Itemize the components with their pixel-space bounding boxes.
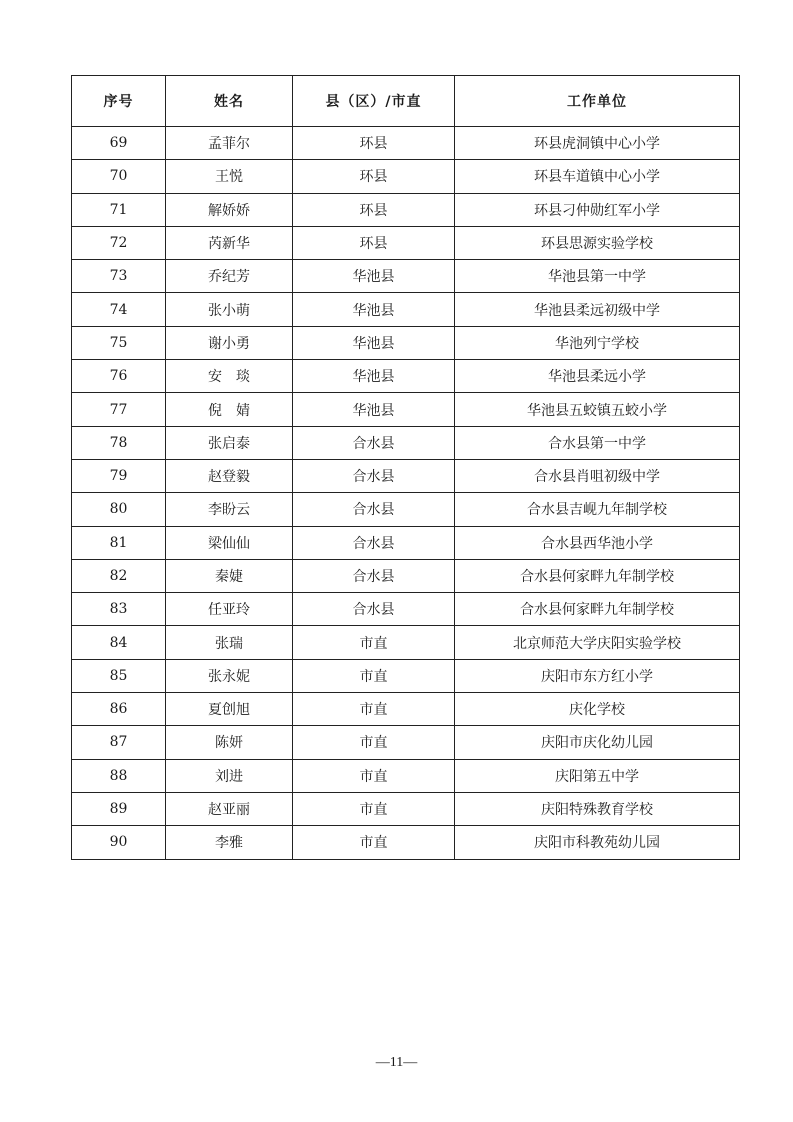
table-row: [72, 659, 740, 692]
table-row: [72, 293, 740, 326]
cell-work-unit: 华池县第一中学: [455, 260, 740, 293]
cell-work-unit: 合水县西华池小学: [455, 526, 740, 559]
cell-serial-number: 78: [72, 426, 166, 459]
cell-name: 梁仙仙: [166, 526, 293, 559]
cell-serial-number: 90: [72, 826, 166, 859]
table-row: [72, 826, 740, 859]
table-row: [72, 160, 740, 193]
header-name: 姓名: [166, 76, 293, 127]
cell-work-unit: 合水县何家畔九年制学校: [455, 559, 740, 592]
cell-work-unit: 庆阳市科教苑幼儿园: [455, 826, 740, 859]
cell-county: 市直: [293, 726, 455, 759]
cell-serial-number: 76: [72, 360, 166, 393]
cell-county: 华池县: [293, 393, 455, 426]
cell-county: 华池县: [293, 326, 455, 359]
cell-county: 华池县: [293, 293, 455, 326]
cell-county: 市直: [293, 693, 455, 726]
cell-serial-number: 81: [72, 526, 166, 559]
cell-county: 环县: [293, 193, 455, 226]
cell-name: 陈妍: [166, 726, 293, 759]
table-body: [72, 127, 740, 860]
cell-work-unit: 庆阳第五中学: [455, 759, 740, 792]
table-row: [72, 792, 740, 825]
cell-name: 芮新华: [166, 226, 293, 259]
cell-work-unit: 北京师范大学庆阳实验学校: [455, 626, 740, 659]
cell-county: 合水县: [293, 526, 455, 559]
cell-serial-number: 74: [72, 293, 166, 326]
cell-work-unit: 华池县五蛟镇五蛟小学: [455, 393, 740, 426]
cell-work-unit: 华池县柔远小学: [455, 360, 740, 393]
cell-name: 李雅: [166, 826, 293, 859]
cell-name: 赵登毅: [166, 459, 293, 492]
cell-name: 夏创旭: [166, 693, 293, 726]
cell-name: 乔纪芳: [166, 260, 293, 293]
table-row: [72, 459, 740, 492]
table-row: [72, 493, 740, 526]
page-number: —11—: [375, 1055, 418, 1070]
cell-name: 张瑞: [166, 626, 293, 659]
cell-name: 谢小勇: [166, 326, 293, 359]
table-row: [72, 393, 740, 426]
cell-serial-number: 87: [72, 726, 166, 759]
table-row: [72, 759, 740, 792]
roster-table: [71, 75, 740, 860]
cell-county: 合水县: [293, 593, 455, 626]
cell-serial-number: 82: [72, 559, 166, 592]
cell-name: 赵亚丽: [166, 792, 293, 825]
table-row: [72, 559, 740, 592]
cell-work-unit: 庆阳市庆化幼儿园: [455, 726, 740, 759]
cell-county: 环县: [293, 160, 455, 193]
cell-county: 合水县: [293, 559, 455, 592]
table-row: [72, 726, 740, 759]
header-row: [72, 76, 740, 127]
table-row: [72, 426, 740, 459]
table-row: [72, 526, 740, 559]
cell-county: 合水县: [293, 493, 455, 526]
cell-serial-number: 71: [72, 193, 166, 226]
cell-county: 合水县: [293, 459, 455, 492]
cell-serial-number: 73: [72, 260, 166, 293]
cell-name: 张启泰: [166, 426, 293, 459]
cell-county: 市直: [293, 826, 455, 859]
cell-work-unit: 庆化学校: [455, 693, 740, 726]
cell-serial-number: 83: [72, 593, 166, 626]
cell-name: 倪 婧: [166, 393, 293, 426]
table-row: [72, 626, 740, 659]
table-header: [72, 76, 740, 127]
cell-work-unit: 合水县第一中学: [455, 426, 740, 459]
cell-work-unit: 华池列宁学校: [455, 326, 740, 359]
table-row: [72, 360, 740, 393]
cell-serial-number: 89: [72, 792, 166, 825]
cell-county: 市直: [293, 759, 455, 792]
cell-work-unit: 环县虎洞镇中心小学: [455, 127, 740, 160]
cell-name: 张永妮: [166, 659, 293, 692]
cell-work-unit: 环县车道镇中心小学: [455, 160, 740, 193]
cell-serial-number: 84: [72, 626, 166, 659]
cell-work-unit: 合水县吉岘九年制学校: [455, 493, 740, 526]
cell-serial-number: 85: [72, 659, 166, 692]
cell-work-unit: 合水县何家畔九年制学校: [455, 593, 740, 626]
cell-work-unit: 合水县肖咀初级中学: [455, 459, 740, 492]
cell-work-unit: 华池县柔远初级中学: [455, 293, 740, 326]
cell-serial-number: 88: [72, 759, 166, 792]
table-row: [72, 193, 740, 226]
cell-name: 张小萌: [166, 293, 293, 326]
cell-serial-number: 69: [72, 127, 166, 160]
table-row: [72, 260, 740, 293]
cell-name: 孟菲尔: [166, 127, 293, 160]
cell-work-unit: 环县刁仲勋红军小学: [455, 193, 740, 226]
cell-name: 李盼云: [166, 493, 293, 526]
cell-county: 合水县: [293, 426, 455, 459]
cell-name: 秦婕: [166, 559, 293, 592]
cell-county: 市直: [293, 659, 455, 692]
table-row: [72, 693, 740, 726]
table-row: [72, 593, 740, 626]
cell-work-unit: 庆阳市东方红小学: [455, 659, 740, 692]
cell-name: 解娇娇: [166, 193, 293, 226]
cell-county: 市直: [293, 626, 455, 659]
cell-serial-number: 70: [72, 160, 166, 193]
cell-county: 环县: [293, 127, 455, 160]
cell-serial-number: 72: [72, 226, 166, 259]
cell-work-unit: 环县思源实验学校: [455, 226, 740, 259]
cell-serial-number: 79: [72, 459, 166, 492]
cell-serial-number: 77: [72, 393, 166, 426]
cell-name: 安 琰: [166, 360, 293, 393]
table-row: [72, 127, 740, 160]
cell-name: 王悦: [166, 160, 293, 193]
cell-county: 华池县: [293, 260, 455, 293]
cell-serial-number: 80: [72, 493, 166, 526]
cell-serial-number: 86: [72, 693, 166, 726]
cell-county: 环县: [293, 226, 455, 259]
header-county: 县（区）/市直: [293, 76, 455, 127]
cell-county: 市直: [293, 792, 455, 825]
cell-county: 华池县: [293, 360, 455, 393]
cell-serial-number: 75: [72, 326, 166, 359]
header-work-unit: 工作单位: [455, 76, 740, 127]
cell-name: 任亚玲: [166, 593, 293, 626]
cell-name: 刘进: [166, 759, 293, 792]
table-row: [72, 226, 740, 259]
header-serial-number: 序号: [72, 76, 166, 127]
cell-work-unit: 庆阳特殊教育学校: [455, 792, 740, 825]
table-row: [72, 326, 740, 359]
